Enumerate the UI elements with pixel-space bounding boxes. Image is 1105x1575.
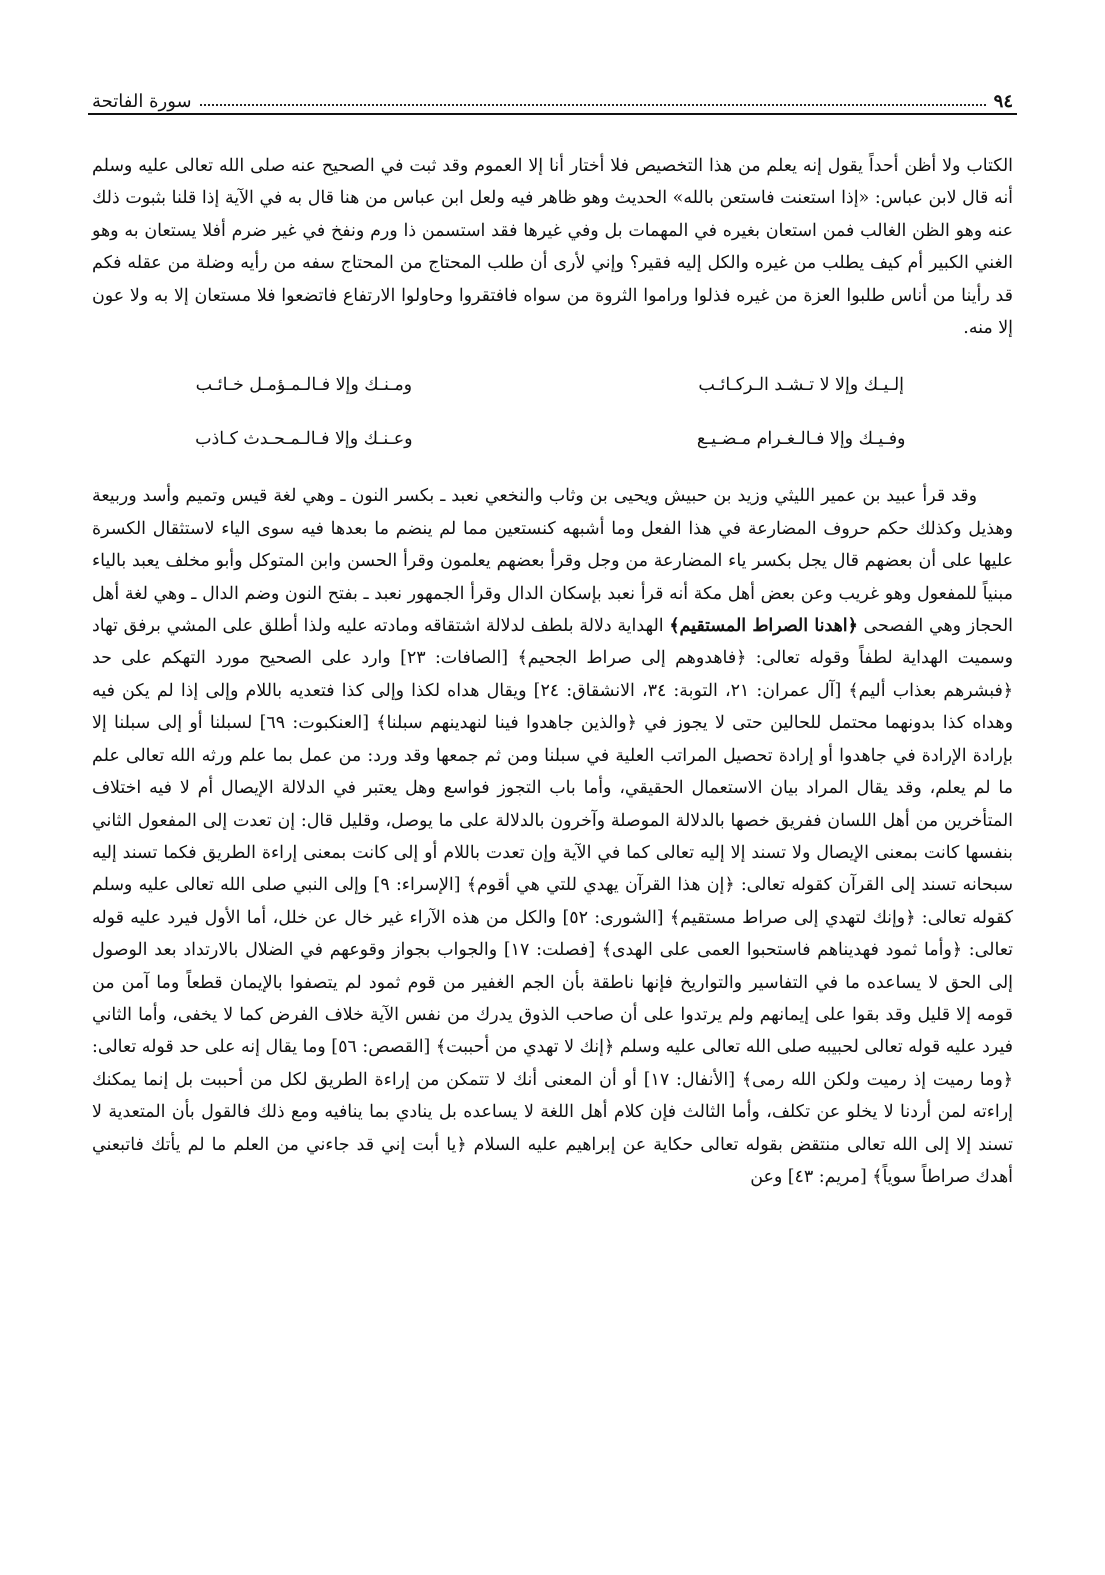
poem-hemistich: وفـيـك وإلا فـالـغـرام مـضـيـع bbox=[696, 429, 906, 450]
page-number: ٩٤ bbox=[993, 91, 1013, 112]
header-rule bbox=[88, 113, 1017, 115]
poem-verse-2 bbox=[92, 412, 1013, 466]
paragraph-2-text: وقد قرأ عبيد بن عمير الليثي وزيد بن حبيش ويحيى بن وثاب والنخعي نعبد ـ بكسر النون ـ وهي لغة قيس وتميم وأسد وربيعة وهذيل وكذلك حكم حروف المضارعة في هذا الفعل وما أشبهه كنستعين مما لم ينضم ما بعدها فيه سوى الياء لاستثقال الكسرة عليها على أن بعضهم قال يجل بكسر ياء المضارعة من وجل وقرأ بعضهم يعلمون وقرأ الحسن وابن المتوكل وأبو مخلف يعبد بالياء مبنياً للمفعول وهو غريب وعن بعض أهل مكة أنه قرأ نعبد بإسكان الدال وقرأ الجمهور نعبد ـ بفتح النون وضم الدال ـ وهي لغة أهل الحجاز وهي الفصحى bbox=[92, 486, 1014, 637]
header-dot-leader bbox=[200, 104, 986, 106]
quranic-verse-heading: ﴿اهدنا الصراط المستقيم﴾ bbox=[669, 616, 858, 637]
poem-verse-1 bbox=[92, 358, 1013, 412]
paragraph-2 bbox=[92, 480, 1013, 1193]
poem-hemistich: ومـنـك وإلا فـالـمـؤمـل خـائـب bbox=[195, 375, 413, 396]
running-header bbox=[92, 84, 1013, 112]
paragraph-1: الكتاب ولا أظن أحداً يقول إنه يعلم من هذا التخصيص فلا أختار أنا إلا العموم وقد ثبت في الصحيح عنه صلى الله تعالى عليه وسلم أنه قال لابن عباس: «إذا استعنت فاستعن بالله» الحديث وهو ظاهر فيه ولعل ابن عباس من هنا قال به في الآية إذا قلنا بثبوت ذلك عنه وهو الظن الغالب فمن استعان بغيره في المهمات بل وفي غيرها فقد استسمن ذا ورم ونفخ في غير ضرم أفلا يستعان به وهو الغني الكبير أم كيف يطلب من غيره والكل إليه فقير؟ وإني لأرى أن طلب المحتاج من المحتاج سفه من رأيه وضلة من عقله فكم قد رأينا من أناس طلبوا العزة من غيره فذلوا وراموا الثروة من سواه فافتقروا وحاولوا الارتفاع فاتضعوا فلا مستعان إلا به ولا عون إلا منه. bbox=[92, 156, 1013, 339]
running-title: سورة الفاتحة bbox=[92, 91, 192, 112]
poem-hemistich: إلـيـك وإلا لا تـشـد الـركـائـب bbox=[698, 375, 904, 396]
poem-hemistich: وعـنـك وإلا فـالـمـحـدث كـاذب bbox=[195, 429, 413, 450]
paragraph-2-text: الهداية دلالة بلطف لدلالة اشتقاقه ومادته عليه ولذا أطلق على المشي برفق تهاد وسميت الهداية لطفاً وقوله تعالى: ﴿فاهدوهم إلى صراط الجحيم﴾ [الصافات: ٢٣] وارد على الصحيح مورد التهكم على حد ﴿فبشرهم بعذاب أليم﴾ [آل عمران: ٢١، التوبة: ٣٤، الانشقاق: ٢٤] ويقال هداه لكذا وإلى كذا فتعديه باللام وإلى إذا لم يكن فيه وهداه كذا بدونهما محتمل للحالين حتى لا يجوز في ﴿والذين جاهدوا فينا لنهدينهم سبلنا﴾ [العنكبوت: ٦٩] لسبلنا أو إلى سبلنا إلا بإرادة الإرادة في جاهدوا أو إرادة تحصيل المراتب العلية في سبلنا ومن ثم جمعها وقد ورد: من عمل بما علم ورثه الله تعالى علم ما لم يعلم، وقد يقال المراد بيان الاستعمال الحقيقي، وأما باب التجوز فواسع وهل يعتبر في الدلالة الإيصال أم لا فيه اختلاف المتأخرين من أهل اللسان ففريق خصها بالدلالة الموصلة وآخرون بالدلالة على ما يوصل، وقليل قال: إن تعدت إلى المفعول الثاني بنفسها كانت بمعنى الإيصال ولا تسند إلا إليه تعالى كما في الآية وإن تعدت باللام أو إلى كانت بمعنى إراءة الطريق فكما تسند إليه سبحانه تسند إلى القرآن كقوله تعالى: ﴿إن هذا القرآن يهدي للتي هي أقوم﴾ [الإسراء: ٩] وإلى النبي صلى الله تعالى عليه وسلم كقوله تعالى: ﴿وإنك لتهدي إلى صراط مستقيم﴾ [الشورى: ٥٢] والكل من هذه الآراء غير خال عن خلل، أما الأول فيرد عليه قوله تعالى: ﴿وأما ثمود فهديناهم فاستحبوا العمى على الهدى﴾ [فصلت: ١٧] والجواب بجواز وقوعهم في الضلال بالارتداد بعد الوصول إلى الحق لا يساعده ما في التفاسير والتواريخ فإنها ناطقة بأن الجم الغفير من قوم ثمود لم يتصفوا بالإيمان قطعاً وما آمن من قومه إلا قليل وقد بقوا على إيمانهم ولم يرتدوا على أن صاحب الذوق يدرك من نفس الآية خلاف الفرض كما لا يخفى، وأما الثاني فيرد عليه قوله تعالى لحبيبه صلى الله تعالى عليه وسلم ﴿إنك لا تهدي من أحببت﴾ [القصص: ٥٦] وما يقال إنه على حد قوله تعالى: ﴿وما رميت إذ رميت ولكن الله رمى﴾ [الأنفال: ١٧] أو أن المعنى أنك لا تتمكن من إراءة الطريق لكل من أحببت بل إنما يمكنك إراءته لمن أردنا لا يخلو عن تكلف، وأما الثالث فإن كلام أهل اللغة لا يساعده بل ينادي بما ينافيه ومع ذلك فالقول بأن المتعدية لا تسند إلا إلى الله تعالى منتقض بقوله تعالى حكاية عن إبراهيم عليه السلام ﴿يا أبت إني قد جاءني من العلم ما لم يأتك فاتبعني أهدك صراطاً سوياً﴾ [مريم: ٤٣] وعن bbox=[92, 616, 1014, 1187]
poem bbox=[92, 358, 1013, 466]
main-text bbox=[92, 150, 1013, 1193]
